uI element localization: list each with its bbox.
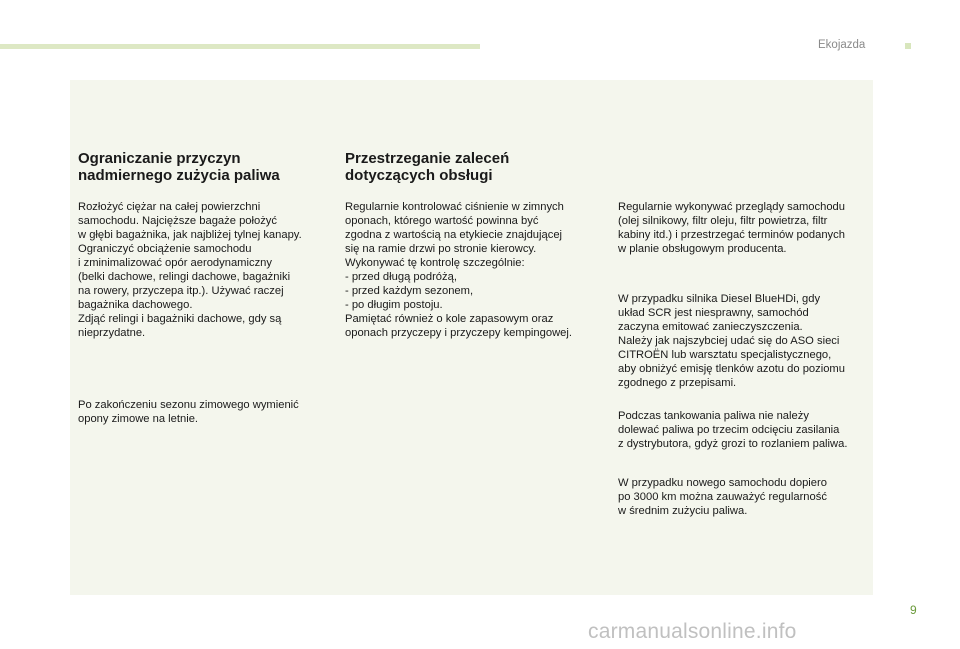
middle-heading: Przestrzeganie zaleceń dotyczących obsługi	[345, 150, 510, 184]
right-paragraph-1-block	[618, 200, 873, 256]
left-heading-block	[78, 150, 333, 184]
header-accent-bar	[0, 44, 480, 49]
right-paragraph-1: Regularnie wykonywać przeglądy samochodu (olej silnikowy, filtr oleju, filtr powietrza, filtr kabiny itd.) i przestrzegać terminów podanych w planie obsługowym producenta.	[618, 201, 845, 255]
left-paragraph-2-block	[78, 398, 333, 426]
section-title: Ekojazda	[818, 39, 866, 51]
middle-paragraph-1: Regularnie kontrolować ciśnienie w zimnych oponach, którego wartość powinna być zgodna z wartością na etykiecie znajdującej się na ramie drzwi po stronie kierowcy. Wykonywać tę kontrolę szczególnie: - przed długą podróżą, - przed każdym sezonem, - po długim postoju. Pamiętać również o kole zapasowym oraz oponach przyczepy i przyczepy kempingowej.	[345, 201, 572, 339]
right-paragraph-4: W przypadku nowego samochodu dopiero po 3000 km można zauważyć regularność w średnim zużyciu paliwa.	[618, 477, 827, 517]
middle-paragraph-1-block	[345, 200, 607, 340]
right-paragraph-3-block	[618, 409, 873, 451]
left-paragraph-2: Po zakończeniu sezonu zimowego wymienić opony zimowe na letnie.	[78, 399, 299, 425]
right-paragraph-2: W przypadku silnika Diesel BlueHDi, gdy układ SCR jest niesprawny, samochód zaczyna emitować zanieczyszczenia. Należy jak najszybciej udać się do ASO sieci CITROËN lub warsztatu specjalistycznego, aby obniżyć emisję tlenków azotu do poziomu zgodnego z przepisami.	[618, 293, 845, 389]
right-paragraph-3: Podczas tankowania paliwa nie należy dolewać paliwa po trzecim odcięciu zasilania z dystrybutora, gdyż grozi to rozlaniem paliwa.	[618, 410, 848, 450]
section-marker	[905, 43, 911, 49]
left-heading: Ograniczanie przyczyn nadmiernego zużycia paliwa	[78, 150, 280, 184]
watermark-text: carmanualsonline.info	[588, 620, 797, 643]
left-paragraph-1-block	[78, 200, 333, 340]
middle-heading-block	[345, 150, 607, 184]
right-paragraph-2-block	[618, 292, 873, 390]
page-number: 9	[910, 603, 917, 617]
right-paragraph-4-block	[618, 476, 873, 518]
left-paragraph-1: Rozłożyć ciężar na całej powierzchni samochodu. Najcięższe bagaże położyć w głębi bagażnika, jak najbliżej tylnej kanapy. Ograniczyć obciążenie samochodu i zminimalizować opór aerodynamiczny (belki dachowe, relingi dachowe, bagażniki na rowery, przyczepa itp.). Używać raczej bagażnika dachowego. Zdjąć relingi i bagażniki dachowe, gdy są nieprzydatne.	[78, 201, 302, 339]
